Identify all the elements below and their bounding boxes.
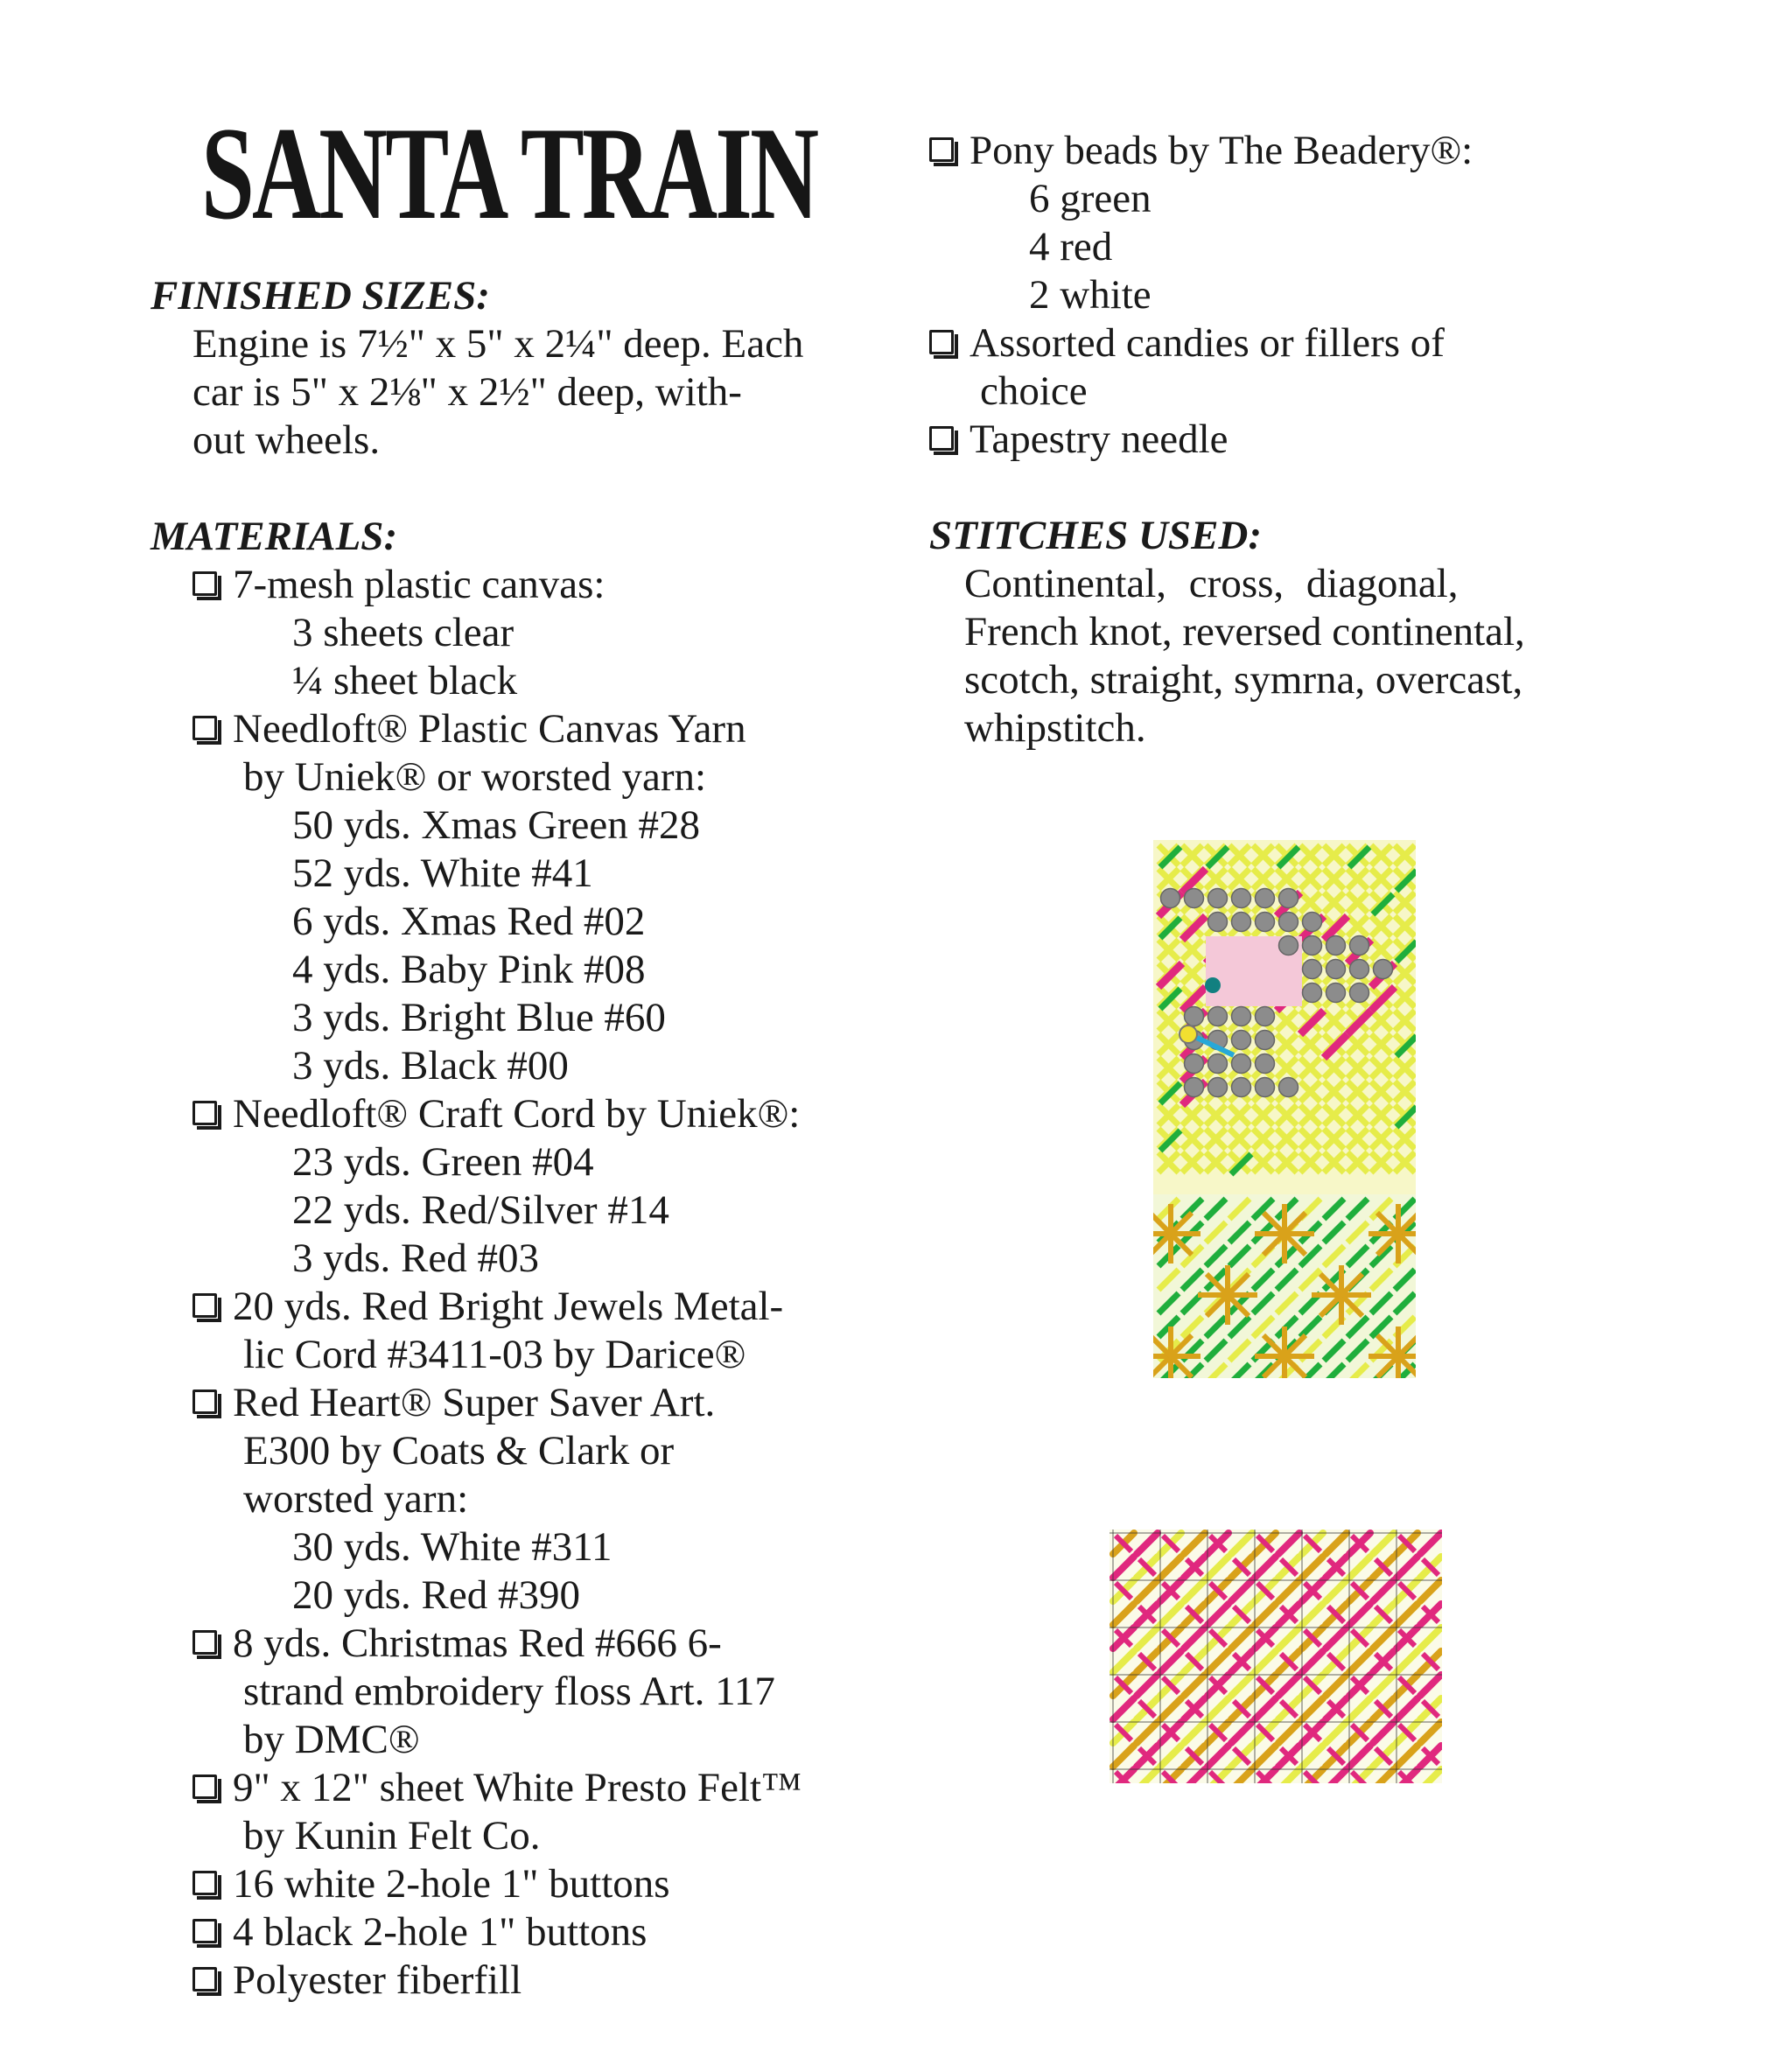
bead-mark [1208,1007,1228,1026]
stitches-line: scotch, straight, symrna, overcast, [964,657,1523,703]
materials-item-label: Polyester fiberfill [233,1957,522,2003]
materials-item-continuation: E300 by Coats & Clark or [243,1428,675,1474]
bead-mark [1256,1031,1275,1050]
materials-list [150,561,850,2005]
materials-item-continuation: strand embroidery floss Art. 117 [243,1669,775,1714]
bead-mark [1232,1078,1251,1097]
bead-mark [1232,913,1251,932]
materials-item-label: Needloft® Plastic Canvas Yarn [233,706,746,752]
materials-item [887,127,1629,319]
bead-mark [1208,913,1228,932]
materials-item [150,1090,850,1283]
materials-item [150,1283,850,1379]
finished-sizes-heading: FINISHED SIZES: [150,273,490,318]
checkbox-icon [192,1101,217,1125]
bead-mark [1185,1078,1204,1097]
materials-item-label: 16 white 2-hole 1" buttons [233,1861,670,1907]
materials-subitem: 6 yds. Xmas Red #02 [292,899,646,944]
bead-mark [1350,936,1369,956]
bead-mark [1279,913,1298,932]
materials-subitem: 3 sheets clear [292,610,514,655]
materials-item-continuation: lic Cord #3411-03 by Darice® [243,1332,746,1377]
materials-item [150,1379,850,1620]
materials-subitem: 52 yds. White #41 [292,850,593,896]
bead-mark [1256,1078,1275,1097]
checkbox-icon [192,1967,217,1992]
finished-sizes-line: out wheels. [192,417,381,463]
materials-item-label: 9" x 12" sheet White Presto Felt™ [233,1765,802,1810]
bead-mark [1279,889,1298,908]
bead-mark [1208,1054,1228,1074]
bead-mark [1208,889,1228,908]
materials-item [887,319,1629,416]
bead-mark [1232,1007,1251,1026]
checkbox-icon [192,1774,217,1799]
stitch-chart-pattern [1110,1530,1442,1783]
finished-sizes-line: car is 5" x 2⅛" x 2½" deep, with- [192,369,742,415]
materials-item-label: 4 black 2-hole 1" buttons [233,1909,648,1955]
bead-mark [1232,1031,1251,1050]
bead-mark [1185,889,1204,908]
bead-mark [1256,1054,1275,1074]
bead-mark [1161,889,1180,908]
materials-item-label: 20 yds. Red Bright Jewels Metal- [233,1284,784,1329]
stitches-heading: STITCHES USED: [929,513,1263,558]
materials-heading: MATERIALS: [150,514,398,559]
bead-mark [1180,1026,1197,1043]
bead-mark [1303,936,1322,956]
bead-mark [1279,936,1298,956]
materials-subitem: ¼ sheet black [292,658,518,704]
stitches-line: Continental, cross, diagonal, [964,561,1459,606]
checkbox-icon [192,1293,217,1318]
checkbox-icon [192,1630,217,1655]
materials-item [150,1860,850,1908]
materials-subitem: 30 yds. White #311 [292,1524,612,1570]
materials-item-label: 7-mesh plastic canvas: [233,562,606,607]
bead-mark [1256,1007,1275,1026]
materials-item [150,1908,850,1956]
materials-item-label: Needloft® Craft Cord by Uniek®: [233,1091,801,1137]
bead-mark [1256,913,1275,932]
materials-subitem: 3 yds. Bright Blue #60 [292,995,666,1040]
checkbox-icon [192,1390,217,1414]
materials-subitem: 2 white [1029,272,1152,318]
materials-item-label: Pony beads by The Beadery®: [970,128,1474,173]
materials-item [150,1956,850,2005]
bead-mark [1374,960,1393,979]
materials-item-label: Assorted candies or fillers of [970,320,1445,366]
materials-item [150,561,850,705]
bead-mark [1350,984,1369,1003]
page-title: SANTA TRAIN [201,100,817,247]
materials-subitem: 50 yds. Xmas Green #28 [292,802,701,848]
stitches-line: whipstitch. [964,705,1146,751]
materials-subitem: 6 green [1029,176,1152,221]
finished-sizes-line: Engine is 7½" x 5" x 2¼" deep. Each [192,321,804,367]
left-column [150,271,850,2005]
materials-item-continuation: choice [980,368,1088,414]
checkbox-icon [192,716,217,740]
materials-item-label: Red Heart® Super Saver Art. [233,1380,716,1425]
stitch-chart-santa [1153,840,1416,1378]
bead-mark [1185,1007,1204,1026]
materials-item [150,1764,850,1860]
bead-mark [1256,889,1275,908]
right-column [929,127,1629,752]
checkbox-icon [929,137,954,162]
materials-item-continuation: worsted yarn: [243,1476,469,1522]
bead-mark [1326,984,1346,1003]
bead-mark [1303,984,1322,1003]
bead-mark [1185,1054,1204,1074]
bead-mark [1326,960,1346,979]
materials-subitem: 23 yds. Green #04 [292,1139,594,1185]
stitches-text [929,560,1629,752]
eye-mark [1205,977,1221,993]
materials-subitem: 3 yds. Red #03 [292,1236,539,1281]
stitches-line: French knot, reversed continental, [964,609,1525,654]
bead-mark [1232,889,1251,908]
bead-mark [1232,1054,1251,1074]
checkbox-icon [929,330,954,354]
materials-item-label: Tapestry needle [970,416,1228,462]
materials-subitem: 4 yds. Baby Pink #08 [292,947,646,992]
materials-item [150,1620,850,1764]
materials-item-continuation: by Uniek® or worsted yarn: [243,754,707,800]
checkbox-icon [192,571,217,596]
materials-subitem: 3 yds. Black #00 [292,1043,569,1088]
materials-list-continued [887,127,1629,464]
finished-sizes-text [150,320,850,465]
materials-item [887,416,1629,464]
bead-mark [1208,1078,1228,1097]
materials-subitem: 20 yds. Red #390 [292,1572,580,1618]
materials-item-label: 8 yds. Christmas Red #666 6- [233,1620,722,1666]
materials-item [150,705,850,1090]
checkbox-icon [192,1871,217,1895]
materials-subitem: 4 red [1029,224,1113,270]
bead-mark [1279,1078,1298,1097]
bead-mark [1350,960,1369,979]
materials-item-continuation: by DMC® [243,1717,420,1762]
checkbox-icon [929,426,954,451]
bead-mark [1303,960,1322,979]
checkbox-icon [192,1919,217,1943]
bead-mark [1303,913,1322,932]
bead-mark [1326,936,1346,956]
materials-subitem: 22 yds. Red/Silver #14 [292,1187,669,1233]
materials-item-continuation: by Kunin Felt Co. [243,1813,541,1858]
